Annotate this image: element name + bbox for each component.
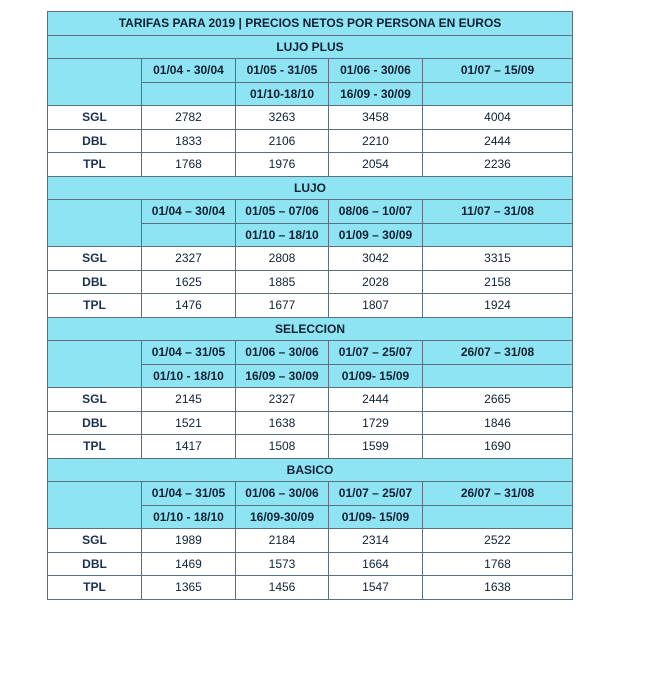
price-cell: 2314 — [329, 529, 423, 553]
section-name: BASICO — [48, 458, 573, 482]
section-header-row — [48, 317, 573, 341]
table-row — [48, 411, 573, 435]
price-cell: 2158 — [423, 270, 573, 294]
price-cell: 1599 — [329, 435, 423, 459]
price-cell: 2327 — [142, 247, 236, 271]
table-row — [48, 388, 573, 412]
table-title-row — [48, 12, 573, 36]
table-row — [48, 270, 573, 294]
season-date-cell: 01/04 - 30/04 — [142, 59, 236, 83]
season-date-cell — [142, 223, 236, 247]
room-type-header-cell — [48, 200, 142, 247]
price-cell: 1476 — [142, 294, 236, 318]
room-type-label: DBL — [48, 411, 142, 435]
price-cell: 2054 — [329, 153, 423, 177]
price-cell: 1521 — [142, 411, 236, 435]
table-title: TARIFAS PARA 2019 | PRECIOS NETOS POR PERSONA EN EUROS — [48, 12, 573, 36]
season-date-cell — [423, 223, 573, 247]
section-header-row — [48, 35, 573, 59]
season-date-cell: 16/09 - 30/09 — [329, 82, 423, 106]
price-cell: 1807 — [329, 294, 423, 318]
room-type-label: SGL — [48, 529, 142, 553]
season-date-cell: 01/10-18/10 — [236, 82, 329, 106]
price-cell: 4004 — [423, 106, 573, 130]
section-header-row — [48, 458, 573, 482]
season-date-cell: 01/07 – 15/09 — [423, 59, 573, 83]
price-cell: 1768 — [142, 153, 236, 177]
season-date-cell: 01/05 – 07/06 — [236, 200, 329, 224]
room-type-header-cell — [48, 341, 142, 388]
section-name: LUJO — [48, 176, 573, 200]
price-cell: 1976 — [236, 153, 329, 177]
price-cell: 1638 — [236, 411, 329, 435]
price-cell: 1768 — [423, 552, 573, 576]
price-cell: 1885 — [236, 270, 329, 294]
price-cell: 1547 — [329, 576, 423, 600]
room-type-header-cell — [48, 482, 142, 529]
season-dates-row — [48, 341, 573, 365]
season-date-cell: 01/04 – 30/04 — [142, 200, 236, 224]
price-cell: 1625 — [142, 270, 236, 294]
price-cell: 2106 — [236, 129, 329, 153]
price-cell: 2327 — [236, 388, 329, 412]
section-name: SELECCION — [48, 317, 573, 341]
table-row — [48, 435, 573, 459]
season-date-cell: 01/09 – 30/09 — [329, 223, 423, 247]
price-cell: 1469 — [142, 552, 236, 576]
price-cell: 1729 — [329, 411, 423, 435]
price-cell: 1677 — [236, 294, 329, 318]
price-cell: 2522 — [423, 529, 573, 553]
price-cell: 2444 — [423, 129, 573, 153]
season-date-cell: 01/05 - 31/05 — [236, 59, 329, 83]
price-cell: 2210 — [329, 129, 423, 153]
season-date-cell: 01/10 – 18/10 — [236, 223, 329, 247]
season-dates-row — [48, 482, 573, 506]
room-type-label: TPL — [48, 153, 142, 177]
price-cell: 1573 — [236, 552, 329, 576]
room-type-label: SGL — [48, 388, 142, 412]
price-cell: 1365 — [142, 576, 236, 600]
table-row — [48, 247, 573, 271]
season-date-cell — [423, 364, 573, 388]
table-row — [48, 153, 573, 177]
price-cell: 3042 — [329, 247, 423, 271]
season-date-cell: 26/07 – 31/08 — [423, 341, 573, 365]
price-cell: 1664 — [329, 552, 423, 576]
season-date-cell: 26/07 – 31/08 — [423, 482, 573, 506]
price-cell: 1833 — [142, 129, 236, 153]
season-date-cell: 01/06 - 30/06 — [329, 59, 423, 83]
rates-table-body — [48, 12, 573, 600]
price-cell: 2665 — [423, 388, 573, 412]
season-date-cell: 01/10 - 18/10 — [142, 505, 236, 529]
price-cell: 1690 — [423, 435, 573, 459]
season-dates-row — [48, 59, 573, 83]
price-cell: 3263 — [236, 106, 329, 130]
season-date-cell: 01/06 – 30/06 — [236, 482, 329, 506]
rates-table — [47, 11, 573, 600]
price-cell: 2236 — [423, 153, 573, 177]
price-cell: 2028 — [329, 270, 423, 294]
season-date-cell: 01/09- 15/09 — [329, 364, 423, 388]
room-type-label: TPL — [48, 576, 142, 600]
season-date-cell — [423, 505, 573, 529]
season-dates-row — [48, 200, 573, 224]
room-type-label: DBL — [48, 270, 142, 294]
section-header-row — [48, 176, 573, 200]
price-cell: 2782 — [142, 106, 236, 130]
section-name: LUJO PLUS — [48, 35, 573, 59]
season-date-cell — [423, 82, 573, 106]
season-date-cell: 08/06 – 10/07 — [329, 200, 423, 224]
price-cell: 1417 — [142, 435, 236, 459]
season-date-cell: 01/10 - 18/10 — [142, 364, 236, 388]
season-date-cell: 16/09 – 30/09 — [236, 364, 329, 388]
table-row — [48, 529, 573, 553]
room-type-label: SGL — [48, 247, 142, 271]
price-cell: 2145 — [142, 388, 236, 412]
table-row — [48, 552, 573, 576]
price-cell: 2444 — [329, 388, 423, 412]
price-cell: 2808 — [236, 247, 329, 271]
table-row — [48, 294, 573, 318]
table-row — [48, 106, 573, 130]
price-cell: 2184 — [236, 529, 329, 553]
season-date-cell: 01/07 – 25/07 — [329, 341, 423, 365]
room-type-label: SGL — [48, 106, 142, 130]
room-type-label: DBL — [48, 552, 142, 576]
price-cell: 3315 — [423, 247, 573, 271]
season-date-cell: 16/09-30/09 — [236, 505, 329, 529]
price-cell: 1508 — [236, 435, 329, 459]
season-date-cell — [142, 82, 236, 106]
season-date-cell: 11/07 – 31/08 — [423, 200, 573, 224]
season-date-cell: 01/04 – 31/05 — [142, 341, 236, 365]
price-cell: 3458 — [329, 106, 423, 130]
table-row — [48, 129, 573, 153]
table-row — [48, 576, 573, 600]
room-type-label: DBL — [48, 129, 142, 153]
season-date-cell: 01/07 – 25/07 — [329, 482, 423, 506]
price-cell: 1846 — [423, 411, 573, 435]
room-type-header-cell — [48, 59, 142, 106]
price-cell: 1638 — [423, 576, 573, 600]
room-type-label: TPL — [48, 294, 142, 318]
season-date-cell: 01/09- 15/09 — [329, 505, 423, 529]
price-cell: 1456 — [236, 576, 329, 600]
season-date-cell: 01/04 – 31/05 — [142, 482, 236, 506]
season-date-cell: 01/06 – 30/06 — [236, 341, 329, 365]
price-cell: 1924 — [423, 294, 573, 318]
room-type-label: TPL — [48, 435, 142, 459]
price-cell: 1989 — [142, 529, 236, 553]
